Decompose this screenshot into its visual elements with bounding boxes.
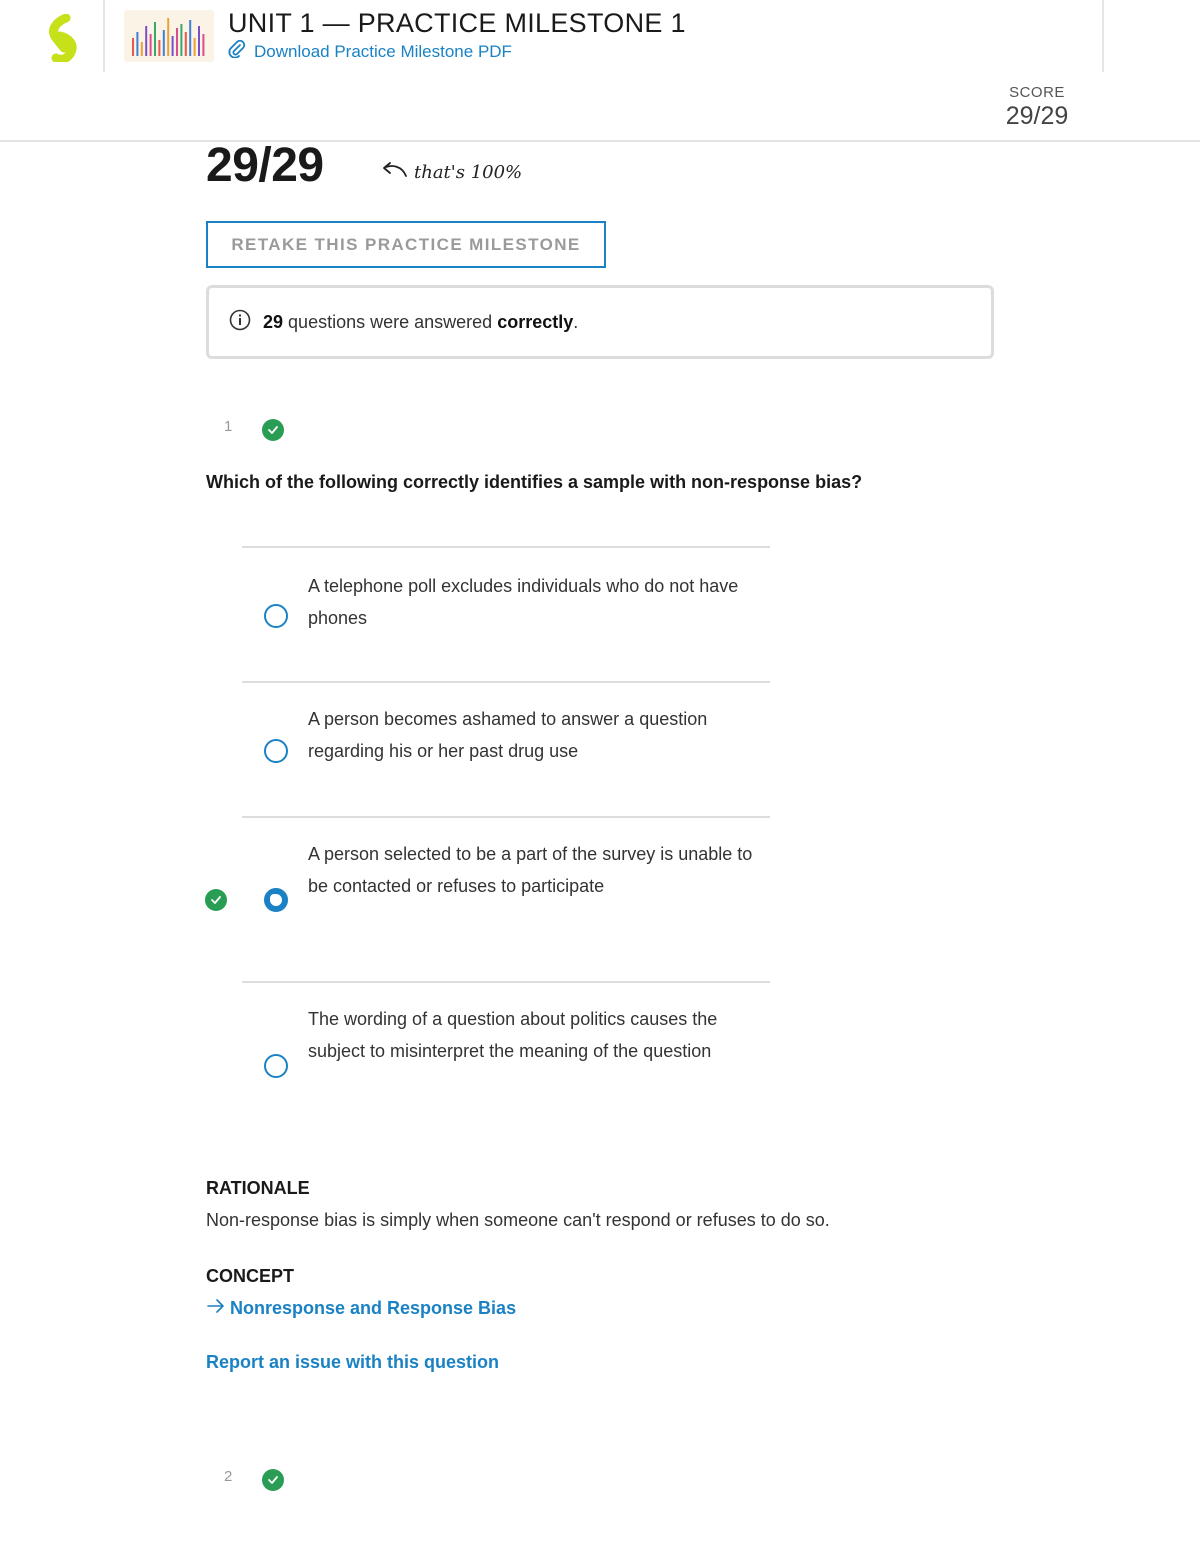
retake-button[interactable]: RETAKE THIS PRACTICE MILESTONE (206, 221, 606, 268)
selected-correct-check-icon (205, 889, 227, 911)
answer-option-2[interactable] (242, 683, 770, 816)
percent-note (380, 160, 522, 185)
thumbnail-bar (132, 38, 134, 56)
thumbnail-bar (158, 40, 160, 56)
question-number: 2 (224, 1468, 233, 1485)
correct-check-icon (262, 1469, 284, 1491)
info-icon (229, 309, 251, 336)
option-text: A person selected to be a part of the survey is unable to be contacted or refuses to participate (308, 844, 753, 896)
info-count: 29 (263, 311, 284, 332)
thumbnail-bar (154, 22, 156, 56)
option-text: A person becomes ashamed to answer a question regarding his or her past drug use (308, 709, 708, 761)
radio-button[interactable] (264, 604, 288, 628)
answer-option-4[interactable] (242, 983, 770, 1133)
concept-link-text: Nonresponse and Response Bias (230, 1298, 517, 1318)
rationale-heading: RATIONALE (206, 1178, 310, 1198)
thumbnail-bar (180, 24, 182, 56)
info-emph: correctly (497, 311, 574, 332)
paperclip-icon (228, 40, 246, 63)
info-end: . (573, 311, 579, 332)
header-divider-right (1102, 0, 1104, 72)
thumbnail-bar (194, 38, 196, 56)
thumbnail-bar (176, 28, 178, 56)
thumbnail-bar (141, 42, 143, 56)
radio-button[interactable] (264, 1054, 288, 1078)
milestone-thumbnail (124, 10, 214, 62)
thumbnail-bar (136, 32, 138, 56)
thumbnail-bar (163, 30, 165, 56)
radio-button[interactable] (264, 739, 288, 763)
thumbnail-bar (150, 34, 152, 56)
thumbnail-bar (145, 26, 147, 56)
info-message (263, 312, 578, 333)
thumbnail-bar (167, 18, 169, 56)
report-issue-link[interactable]: Report an issue with this question (206, 1352, 500, 1372)
radio-button-selected[interactable] (264, 888, 288, 912)
answer-option-1[interactable] (242, 548, 770, 681)
header-divider (103, 0, 105, 72)
big-score: 29/29 (206, 139, 324, 192)
thumbnail-bar (202, 34, 204, 56)
download-pdf-label: Download Practice Milestone PDF (254, 41, 512, 61)
thumbnail-bar (172, 36, 174, 56)
question-text: Which of the following correctly identifies a sample with non-response bias? (206, 472, 863, 492)
concept-link[interactable] (206, 1298, 516, 1319)
score-value: 29/29 (1005, 102, 1069, 130)
percent-note-text: that's 100% (414, 162, 523, 183)
sophia-logo-icon[interactable] (44, 14, 84, 62)
thumbnail-bar (185, 32, 187, 56)
score-label: SCORE (1009, 84, 1065, 101)
curved-arrow-icon (380, 160, 408, 185)
thumbnail-bar (198, 26, 200, 56)
result-info-box (206, 285, 994, 359)
option-text: The wording of a question about politics causes the subject to misinterpret the meaning of the question (308, 1009, 718, 1061)
info-text: questions were answered (288, 311, 493, 332)
page-title: UNIT 1 — PRACTICE MILESTONE 1 (228, 8, 686, 38)
thumbnail-bar (189, 20, 191, 56)
download-pdf-link[interactable] (228, 40, 512, 63)
concept-heading: CONCEPT (206, 1266, 295, 1286)
arrow-right-icon (206, 1298, 226, 1319)
correct-check-icon (262, 419, 284, 441)
top-header (0, 0, 1200, 142)
answer-option-3[interactable] (242, 818, 770, 981)
option-text: A telephone poll excludes individuals who do not have phones (308, 576, 739, 628)
rationale-text: Non-response bias is simply when someone can't respond or refuses to do so. (206, 1210, 830, 1230)
question-number: 1 (224, 418, 233, 435)
